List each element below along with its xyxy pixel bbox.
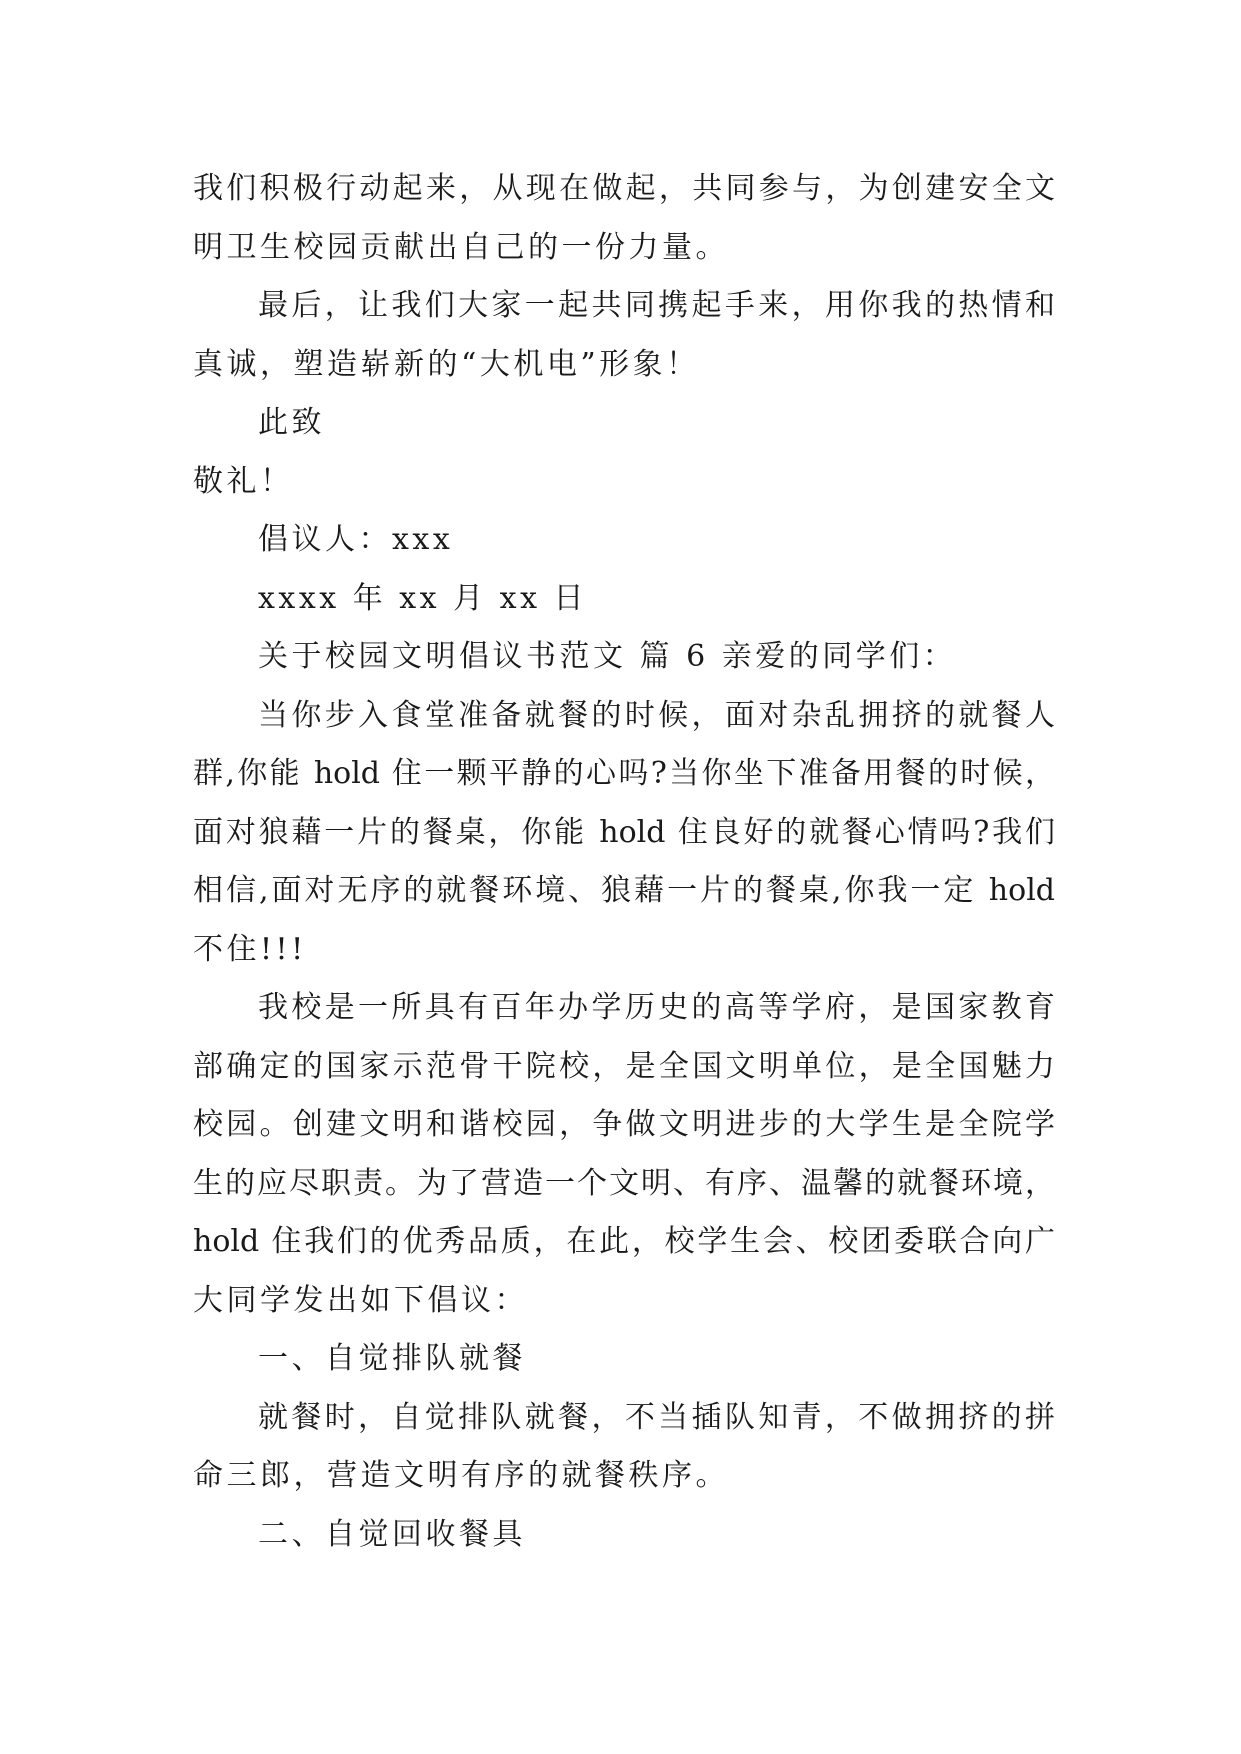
text-line: 真诚，塑造崭新的“大机电”形象！ xyxy=(193,346,700,382)
text-line: hold 住我们的优秀品质，在此，校学生会、校团委联合向广 xyxy=(193,1224,1055,1259)
text-line: 当你步入食堂准备就餐的时候，面对杂乱拥挤的就餐人 xyxy=(258,697,1055,733)
text-line: 我校是一所具有百年办学历史的高等学府，是国家教育 xyxy=(258,990,1055,1025)
text-line: 倡议人：xxx xyxy=(258,522,454,557)
text-line: 相信,面对无序的就餐环境、狼藉一片的餐桌,你我一定 hold xyxy=(193,873,1055,908)
text-line: 不住!!! xyxy=(193,931,307,967)
text-line: xxxx 年 xx 月 xx 日 xyxy=(258,580,588,616)
text-line: 此致 xyxy=(258,405,325,440)
text-line: 就餐时，自觉排队就餐，不当插队知青，不做拥挤的拼 xyxy=(258,1399,1055,1435)
text-line: 关于校园文明倡议书范文 篇 6 亲爱的同学们： xyxy=(258,639,957,674)
text-line: 大同学发出如下倡议： xyxy=(193,1282,528,1318)
text-line: 生的应尽职责。为了营造一个文明、有序、温馨的就餐环境， xyxy=(193,1165,1055,1201)
text-line: 一、自觉排队就餐 xyxy=(258,1341,526,1376)
text-line: 命三郎，营造文明有序的就餐秩序。 xyxy=(193,1458,729,1493)
document-body xyxy=(193,160,1055,1564)
text-line: 敬礼！ xyxy=(193,463,294,499)
text-line: 二、自觉回收餐具 xyxy=(258,1516,526,1552)
text-line: 我们积极行动起来，从现在做起，共同参与，为创建安全文 xyxy=(193,171,1055,206)
text-line: 明卫生校园贡献出自己的一份力量。 xyxy=(193,229,729,265)
text-line: 最后，让我们大家一起共同携起手来，用你我的热情和 xyxy=(258,288,1055,323)
text-line: 部确定的国家示范骨干院校，是全国文明单位，是全国魅力 xyxy=(193,1048,1055,1084)
text-line: 群,你能 hold 住一颗平静的心吗?当你坐下准备用餐的时候， xyxy=(193,756,1055,791)
text-line: 校园。创建文明和谐校园，争做文明进步的大学生是全院学 xyxy=(193,1107,1055,1142)
text-line: 面对狼藉一片的餐桌，你能 hold 住良好的就餐心情吗?我们 xyxy=(193,814,1055,850)
